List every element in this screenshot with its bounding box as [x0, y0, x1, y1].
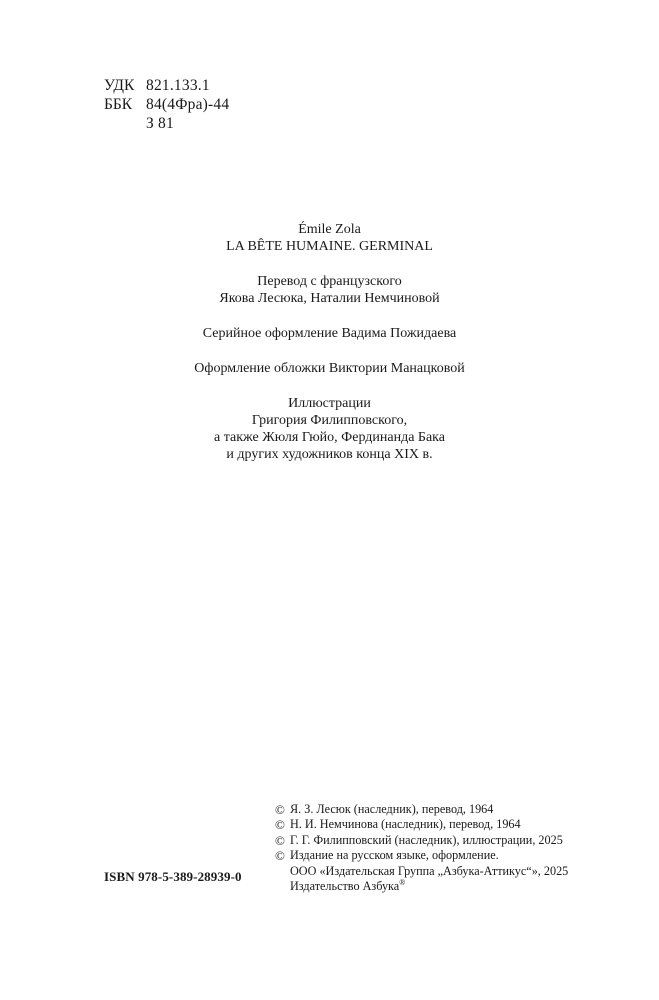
illustrators-other: а также Жюля Гюйо, Фердинанда Бака — [214, 430, 445, 445]
copyright-text: Издание на русском языке, оформление. — [290, 848, 499, 863]
copyright-text: Н. И. Немчинова (наследник), перевод, 1964 — [290, 817, 521, 832]
isbn: ISBN 978-5-389-28939-0 — [104, 869, 242, 884]
publisher-line — [275, 864, 568, 879]
translators: Якова Лесюка, Наталии Немчиновой — [219, 291, 440, 306]
copyright-symbol: © — [275, 817, 285, 833]
author-mark-row — [104, 114, 229, 133]
copyright-line — [275, 833, 568, 848]
copyright-line — [275, 817, 568, 832]
cover-design: Оформление обложки Виктории Манацковой — [194, 361, 465, 376]
copyright-line — [275, 848, 568, 863]
original-title: LA BÊTE HUMAINE. GERMINAL — [226, 239, 433, 254]
cover-design-group — [0, 360, 659, 377]
udk-value: 821.133.1 — [146, 77, 210, 94]
copyright-block — [275, 802, 568, 894]
translation-label: Перевод с французского — [257, 274, 402, 289]
illustrator-main: Григория Филипповского, — [251, 413, 408, 428]
publisher-line — [275, 879, 568, 894]
udk-row — [104, 76, 229, 95]
bbk-row — [104, 95, 229, 114]
bbk-label: ББК — [104, 96, 133, 113]
publisher-group: ООО «Издательская Группа „Азбука-Аттикус“», 2025 — [290, 863, 569, 878]
copyright-text: Г. Г. Филипповский (наследник), иллюстрации, 2025 — [290, 832, 563, 847]
illustrations-label: Иллюстрации — [288, 396, 371, 411]
original-author: Émile Zola — [298, 222, 361, 237]
bbk-value: 84(4Фра)-44 — [146, 96, 230, 113]
series-design: Серийное оформление Вадима Пожидаева — [202, 326, 457, 341]
illustrators-rest: и других художников конца XIX в. — [226, 447, 433, 462]
udk-label: УДК — [104, 77, 135, 94]
copyright-text: Я. З. Лесюк (наследник), перевод, 1964 — [290, 802, 494, 816]
copyright-symbol: © — [275, 802, 285, 817]
translation-group — [0, 273, 659, 307]
illustrations-group — [0, 395, 659, 463]
catalog-block — [104, 76, 229, 133]
registered-mark: ® — [399, 878, 406, 888]
author-mark: З 81 — [146, 115, 174, 132]
title-group — [0, 221, 659, 255]
series-design-group — [0, 325, 659, 342]
copyright-symbol: © — [275, 832, 285, 848]
copyright-symbol: © — [275, 848, 285, 864]
publisher-imprint — [290, 879, 405, 894]
copyright-line — [275, 802, 568, 817]
publisher-imprint-name: Издательство Азбука — [290, 879, 400, 894]
credits-block — [0, 221, 659, 481]
